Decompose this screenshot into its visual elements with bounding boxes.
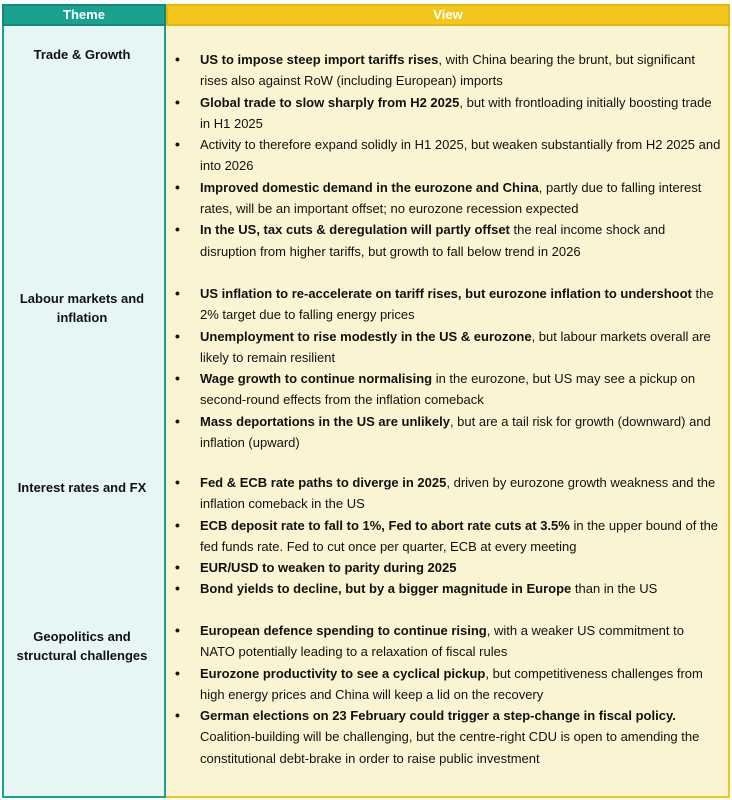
bullet-text: , but competitiveness challenges from high energy prices and China will keep a lid on the recovery <box>200 665 703 702</box>
bullet-bold: In the US, tax cuts & deregulation will partly offset <box>200 222 510 238</box>
bullet-bold: Eurozone productivity to see a cyclical pickup <box>200 665 486 681</box>
bullet-bold: Mass deportations in the US are unlikely <box>200 413 450 429</box>
view-list-trade-growth <box>172 49 722 262</box>
bullet-bold: Bond yields to decline, but by a bigger magnitude in Europe <box>200 581 572 597</box>
bullet-bold: US to impose steep import tariffs rises <box>200 52 439 67</box>
bullet-bold: EUR/USD to weaken to parity during 2025 <box>200 560 457 576</box>
list-item <box>172 49 722 92</box>
bullet-text: in the upper bound of the fed funds rate. Fed to cut once per quarter, ECB at every meeting <box>200 517 719 554</box>
bullet-text: , but with frontloading initially boosting trade in H1 2025 <box>200 94 712 131</box>
bullet-bold: US inflation to re-accelerate on tariff rises, but eurozone inflation to undershoot <box>200 286 692 301</box>
bullet-bold: Fed & ECB rate paths to diverge in 2025 <box>200 475 447 490</box>
list-item <box>172 663 722 706</box>
list-item <box>172 578 722 599</box>
bullet-bold: Improved domestic demand in the eurozone and China <box>200 179 539 195</box>
list-item <box>172 177 722 220</box>
list-item <box>172 92 722 135</box>
list-item <box>172 620 722 663</box>
theme-trade-growth: Trade & Growth <box>33 47 131 62</box>
bullet-bold: Global trade to slow sharply from H2 2025 <box>200 94 460 110</box>
bullet-text: in the eurozone, but US may see a pickup on second-round effects from the inflation comeback <box>200 371 696 408</box>
bullet-text: the 2% target due to falling energy prices <box>200 286 714 323</box>
bullet-text: , but are a tail risk for growth (downward) and inflation (upward) <box>200 413 711 451</box>
view-list-labour-inflation <box>172 283 722 453</box>
bullet-text: , driven by eurozone growth weakness and the inflation comeback in the US <box>200 475 716 512</box>
bullet-bold: Wage growth to continue normalising <box>200 371 433 387</box>
list-item <box>172 368 722 411</box>
list-item <box>172 326 722 369</box>
list-item <box>172 411 722 454</box>
view-column-header: View <box>166 4 730 26</box>
bullet-bold: ECB deposit rate to fall to 1%, Fed to abort rate cuts at 3.5% <box>200 517 570 533</box>
bullet-text: , partly due to falling interest rates, will be an important offset; no eurozone recession expected <box>200 179 702 217</box>
bullet-text: , but labour markets overall are likely to remain resilient <box>200 328 711 365</box>
list-item <box>172 557 722 578</box>
theme-rates-fx: Interest rates and FX <box>17 480 147 495</box>
list-item <box>172 134 722 177</box>
list-item <box>172 472 722 515</box>
bullet-bold: European defence spending to continue rising <box>200 623 487 638</box>
bullet-bold: Unemployment to rise modestly in the US & eurozone <box>200 328 532 344</box>
view-list-rates-fx <box>172 472 722 600</box>
bullet-bold: German elections on 23 February could trigger a step-change in fiscal policy. <box>200 708 676 724</box>
bullet-text: , with a weaker US commitment to NATO potentially leading to a relaxation of fiscal rules <box>200 623 684 660</box>
list-item <box>172 705 722 769</box>
theme-column-header: Theme <box>2 4 166 26</box>
list-item <box>172 283 722 326</box>
bullet-text: , with China bearing the brunt, but significant rises also against RoW (including European) imports <box>200 52 695 89</box>
bullet-text: the real income shock and disruption from higher tariffs, but growth to fall below trend in 2026 <box>200 222 666 259</box>
theme-column <box>2 26 166 798</box>
view-list-geopolitics <box>172 620 722 769</box>
bullet-text: than in the US <box>571 581 658 597</box>
list-item <box>172 219 722 262</box>
theme-labour-inflation: Labour markets and inflation <box>19 291 145 325</box>
theme-geopolitics: Geopolitics and structural challenges <box>16 629 148 663</box>
list-item <box>172 515 722 558</box>
bullet-text: Coalition-building will be challenging, but the centre-right CDU is open to amending the constitutional debt-brake in order to raise public investment <box>200 729 700 766</box>
bullet-text: Activity to therefore expand solidly in H1 2025, but weaken substantially from H2 2025 and into 2026 <box>200 137 721 174</box>
